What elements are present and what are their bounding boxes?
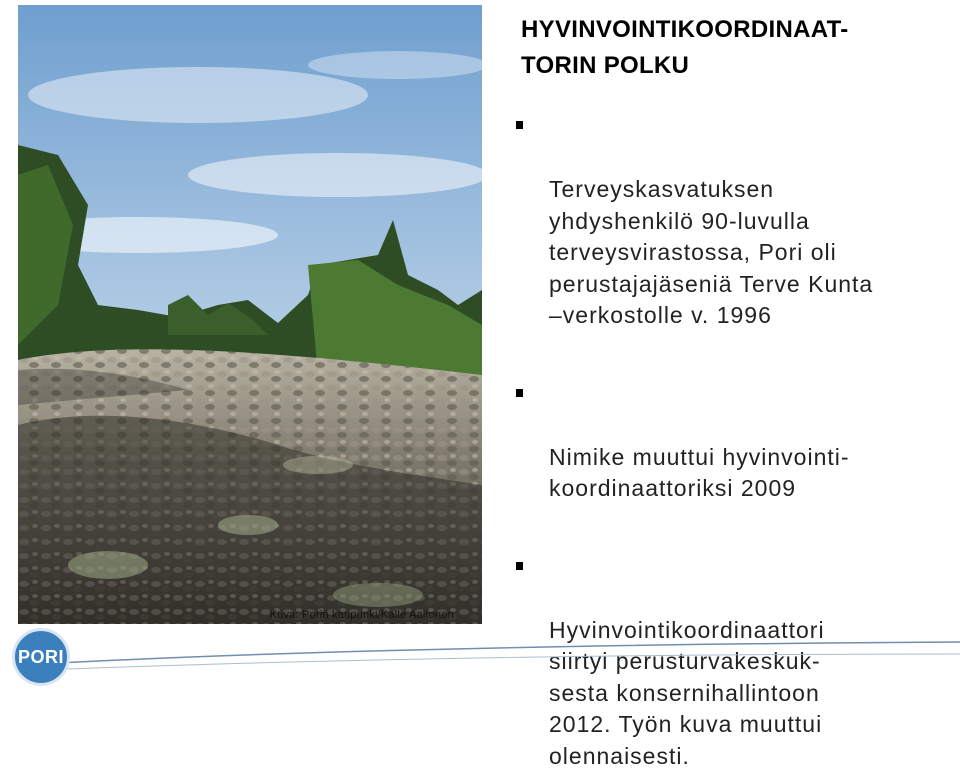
bullet-item bbox=[516, 111, 956, 332]
logo-text: PORI bbox=[18, 647, 64, 668]
square-bullet-icon bbox=[516, 121, 523, 129]
pori-logo bbox=[12, 628, 70, 686]
slide-title: HYVINVOINTIKOORDINAAT- TORIN POLKU bbox=[521, 12, 951, 84]
bullet-item bbox=[516, 379, 956, 505]
square-bullet-icon bbox=[516, 562, 523, 570]
bullet-text: Terveyskasvatuksen yhdyshenkilö 90-luvulla terveysvirastossa, Pori oli perustajajäseniä Terve Kunta –verkostolle v. 1996 bbox=[549, 176, 873, 328]
landscape-illustration bbox=[18, 5, 482, 624]
footer-swoosh bbox=[0, 620, 960, 692]
photo-caption: Kuva: Porin kaupunki/Kalle Aaltonen bbox=[270, 609, 454, 621]
bullet-text: Hyvinvointikoordinaattori siirtyi perusturvakeskuk- sesta konsernihallintoon 2012. Työn kuva muuttui olennaisesti. bbox=[549, 617, 825, 769]
square-bullet-icon bbox=[516, 389, 523, 397]
bullet-text: Nimike muuttui hyvinvointi- koordinaattoriksi 2009 bbox=[549, 444, 850, 502]
landscape-photo bbox=[18, 5, 482, 624]
